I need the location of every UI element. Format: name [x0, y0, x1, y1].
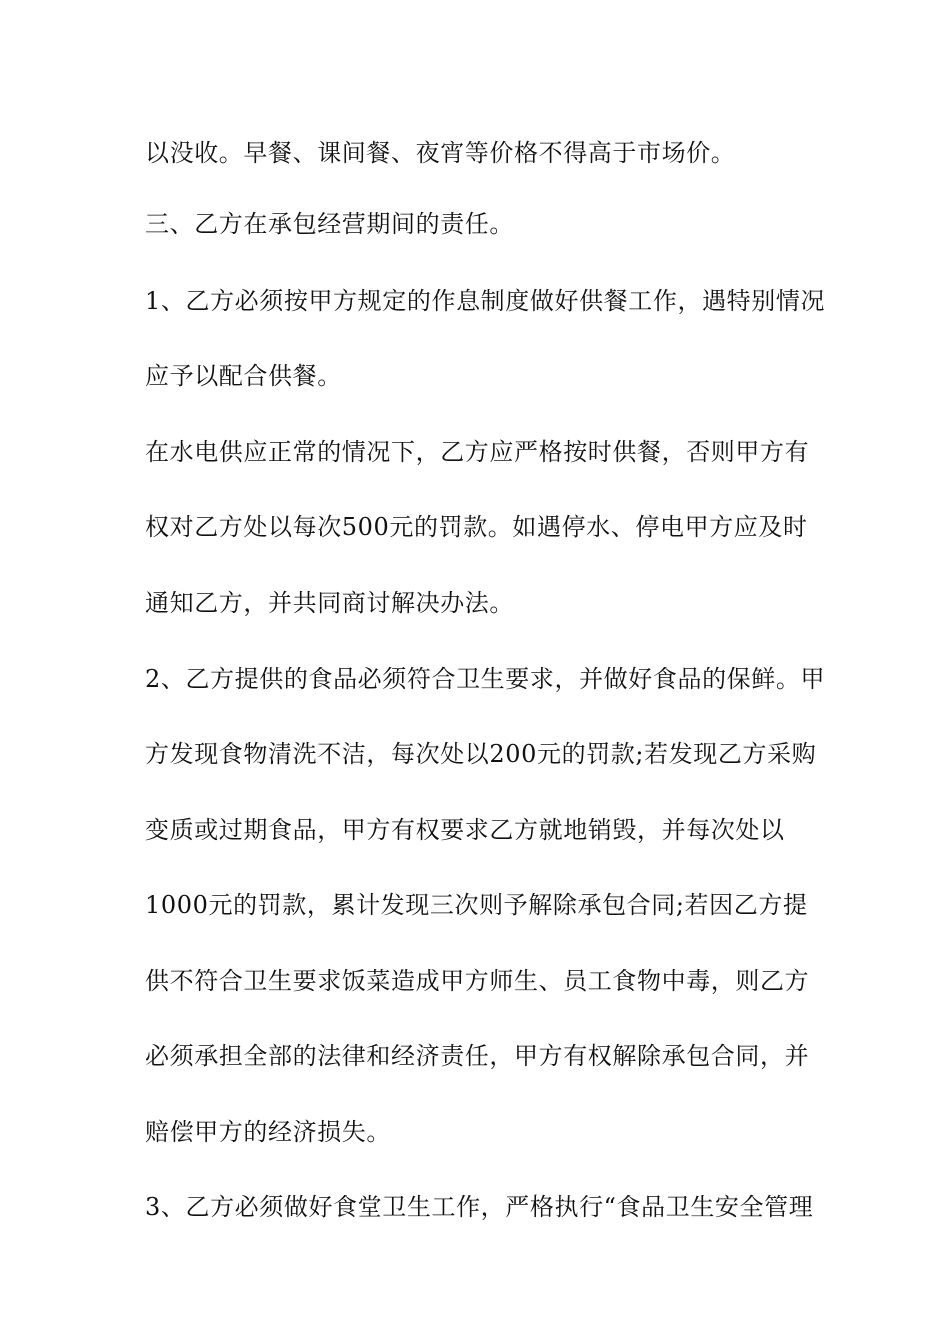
text-line: 3、乙方必须做好食堂卫生工作，严格执行“食品卫生安全管理 — [145, 1193, 814, 1221]
text-line: 以没收。早餐、课间餐、夜宵等价格不得高于市场价。 — [145, 139, 736, 167]
text-line: 应予以配合供餐。 — [145, 362, 342, 390]
text-line: 1、乙方必须按甲方规定的作息制度做好供餐工作，遇特别情况 — [145, 287, 826, 315]
text-line: 1000元的罚款，累计发现三次则予解除承包合同;若因乙方提 — [145, 891, 808, 919]
text-line: 权对乙方处以每次500元的罚款。如遇停水、停电甲方应及时 — [145, 513, 808, 541]
text-line: 必须承担全部的法律和经济责任，甲方有权解除承包合同，并 — [145, 1042, 810, 1070]
text-line: 通知乙方，并共同商讨解决办法。 — [145, 589, 514, 617]
text-line: 2、乙方提供的食品必须符合卫生要求，并做好食品的保鲜。甲 — [145, 665, 826, 693]
text-line: 在水电供应正常的情况下，乙方应严格按时供餐，否则甲方有 — [145, 438, 810, 466]
text-line: 赔偿甲方的经济损失。 — [145, 1118, 391, 1146]
text-line: 供不符合卫生要求饭菜造成甲方师生、员工食物中毒，则乙方 — [145, 967, 810, 995]
text-line: 方发现食物清洗不洁，每次处以200元的罚款;若发现乙方采购 — [145, 740, 817, 768]
section-heading: 三、乙方在承包经营期间的责任。 — [145, 210, 514, 238]
text-line: 变质或过期食品，甲方有权要求乙方就地销毁，并每次处以 — [145, 816, 785, 844]
